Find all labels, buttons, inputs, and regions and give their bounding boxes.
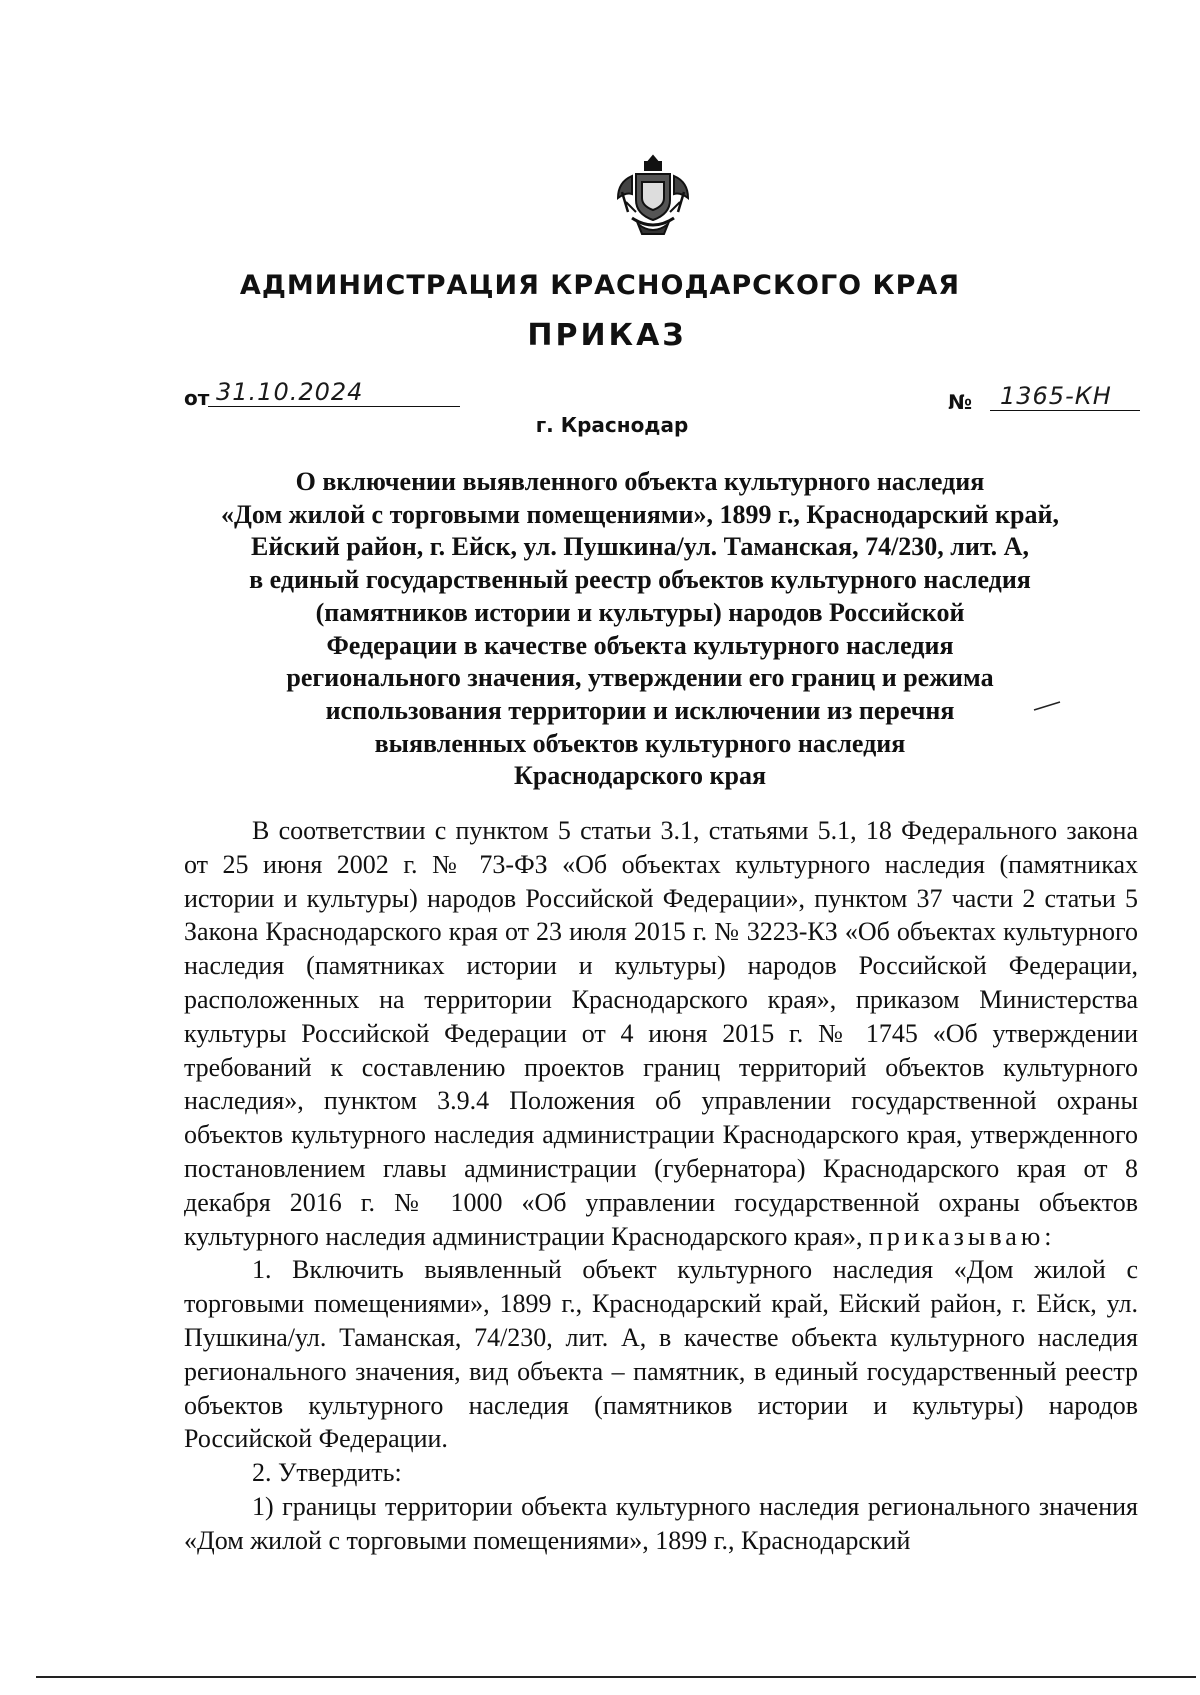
date-underline — [208, 406, 460, 407]
pen-tick-mark — [1032, 700, 1062, 712]
title-line: выявленных объектов культурного наследия — [374, 728, 906, 758]
handwritten-date: 31.10.2024 — [216, 378, 364, 406]
title-line: использования территории и исключении из перечня — [325, 695, 955, 725]
preamble-text: В соответствии с пунктом 5 статьи 3.1, статьями 5.1, 18 Федерального закона от 25 июня 2002 г. № 73-ФЗ «Об объектах культурного наследия (памятниках истории и культуры) народов Российской Федерации», пунктом 37 части 2 статьи 5 Закона Краснодарского края от 23 июля 2015 г. № 3223-КЗ «Об объектах культурного наследия (памятниках истории и культуры) народов Российской Федерации, расположенных на территории Краснодарского края», приказом Министерства культуры Российской Федерации от 4 июня 2015 г. № 1745 «Об утверждении требований к составлению проектов границ территорий объектов культурного наследия», пунктом 3.9.4 Положения об управлении государственной охраны объектов культурного наследия администрации Краснодарского края, утвержденного постановлением главы администрации (губернатора) Краснодарского края от 8 декабря 2016 г. № 1000 «Об управлении государственной охраны объектов культурного наследия администрации Краснодарского края», — [184, 816, 1138, 1251]
item-2-paragraph: 2. Утвердить: — [252, 1458, 402, 1488]
handwritten-number: 1365-КН — [1000, 382, 1112, 410]
organization-title: АДМИНИСТРАЦИЯ КРАСНОДАРСКОГО КРАЯ — [239, 270, 961, 301]
item-1-paragraph: 1. Включить выявленный объект культурного наследия «Дом жилой с торговыми помещениями», 1899 г., Краснодарский край, Ейский район, г. Ейск, ул. Пушкина/ул. Таманская, 74/230, лит. А, в качестве объекта культурного наследия регионального значения, вид объекта – памятник, в единый государственный реестр объектов культурного наследия (памятников истории и культуры) народов Российской Федерации. — [184, 1255, 1138, 1454]
order-body — [184, 814, 1138, 1558]
city-line: г. Краснодар — [535, 413, 689, 437]
order-title — [180, 466, 1100, 793]
title-line: Федерации в качестве объекта культурного наследия — [326, 630, 954, 660]
order-word: приказываю: — [869, 1221, 1056, 1251]
title-line: О включении выявленного объекта культурного наследия — [295, 467, 985, 496]
title-line: «Дом жилой с торговыми помещениями», 1899 г., Краснодарский край, — [221, 499, 1059, 529]
preamble-paragraph — [184, 814, 1138, 1253]
title-line: (памятников истории и культуры) народов Российской — [315, 597, 965, 627]
title-line: регионального значения, утверждении его границ и режима — [286, 663, 994, 693]
number-underline — [990, 410, 1140, 411]
document-type-title: ПРИКАЗ — [527, 318, 687, 353]
page-bottom-rule — [36, 1676, 1196, 1678]
title-line: Ейский район, г. Ейск, ул. Пушкина/ул. Таманская, 74/230, лит. А, — [251, 532, 1029, 562]
title-line: в единый государственный реестр объектов культурного наследия — [249, 565, 1031, 595]
coat-of-arms-emblem — [612, 152, 694, 242]
number-label: № — [948, 390, 973, 414]
title-line: Краснодарского края — [513, 761, 767, 791]
date-label: от — [184, 386, 210, 410]
item-2-1-paragraph: 1) границы территории объекта культурного наследия регионального значения «Дом жилой с торговыми помещениями», 1899 г., Краснодарский — [184, 1491, 1138, 1555]
